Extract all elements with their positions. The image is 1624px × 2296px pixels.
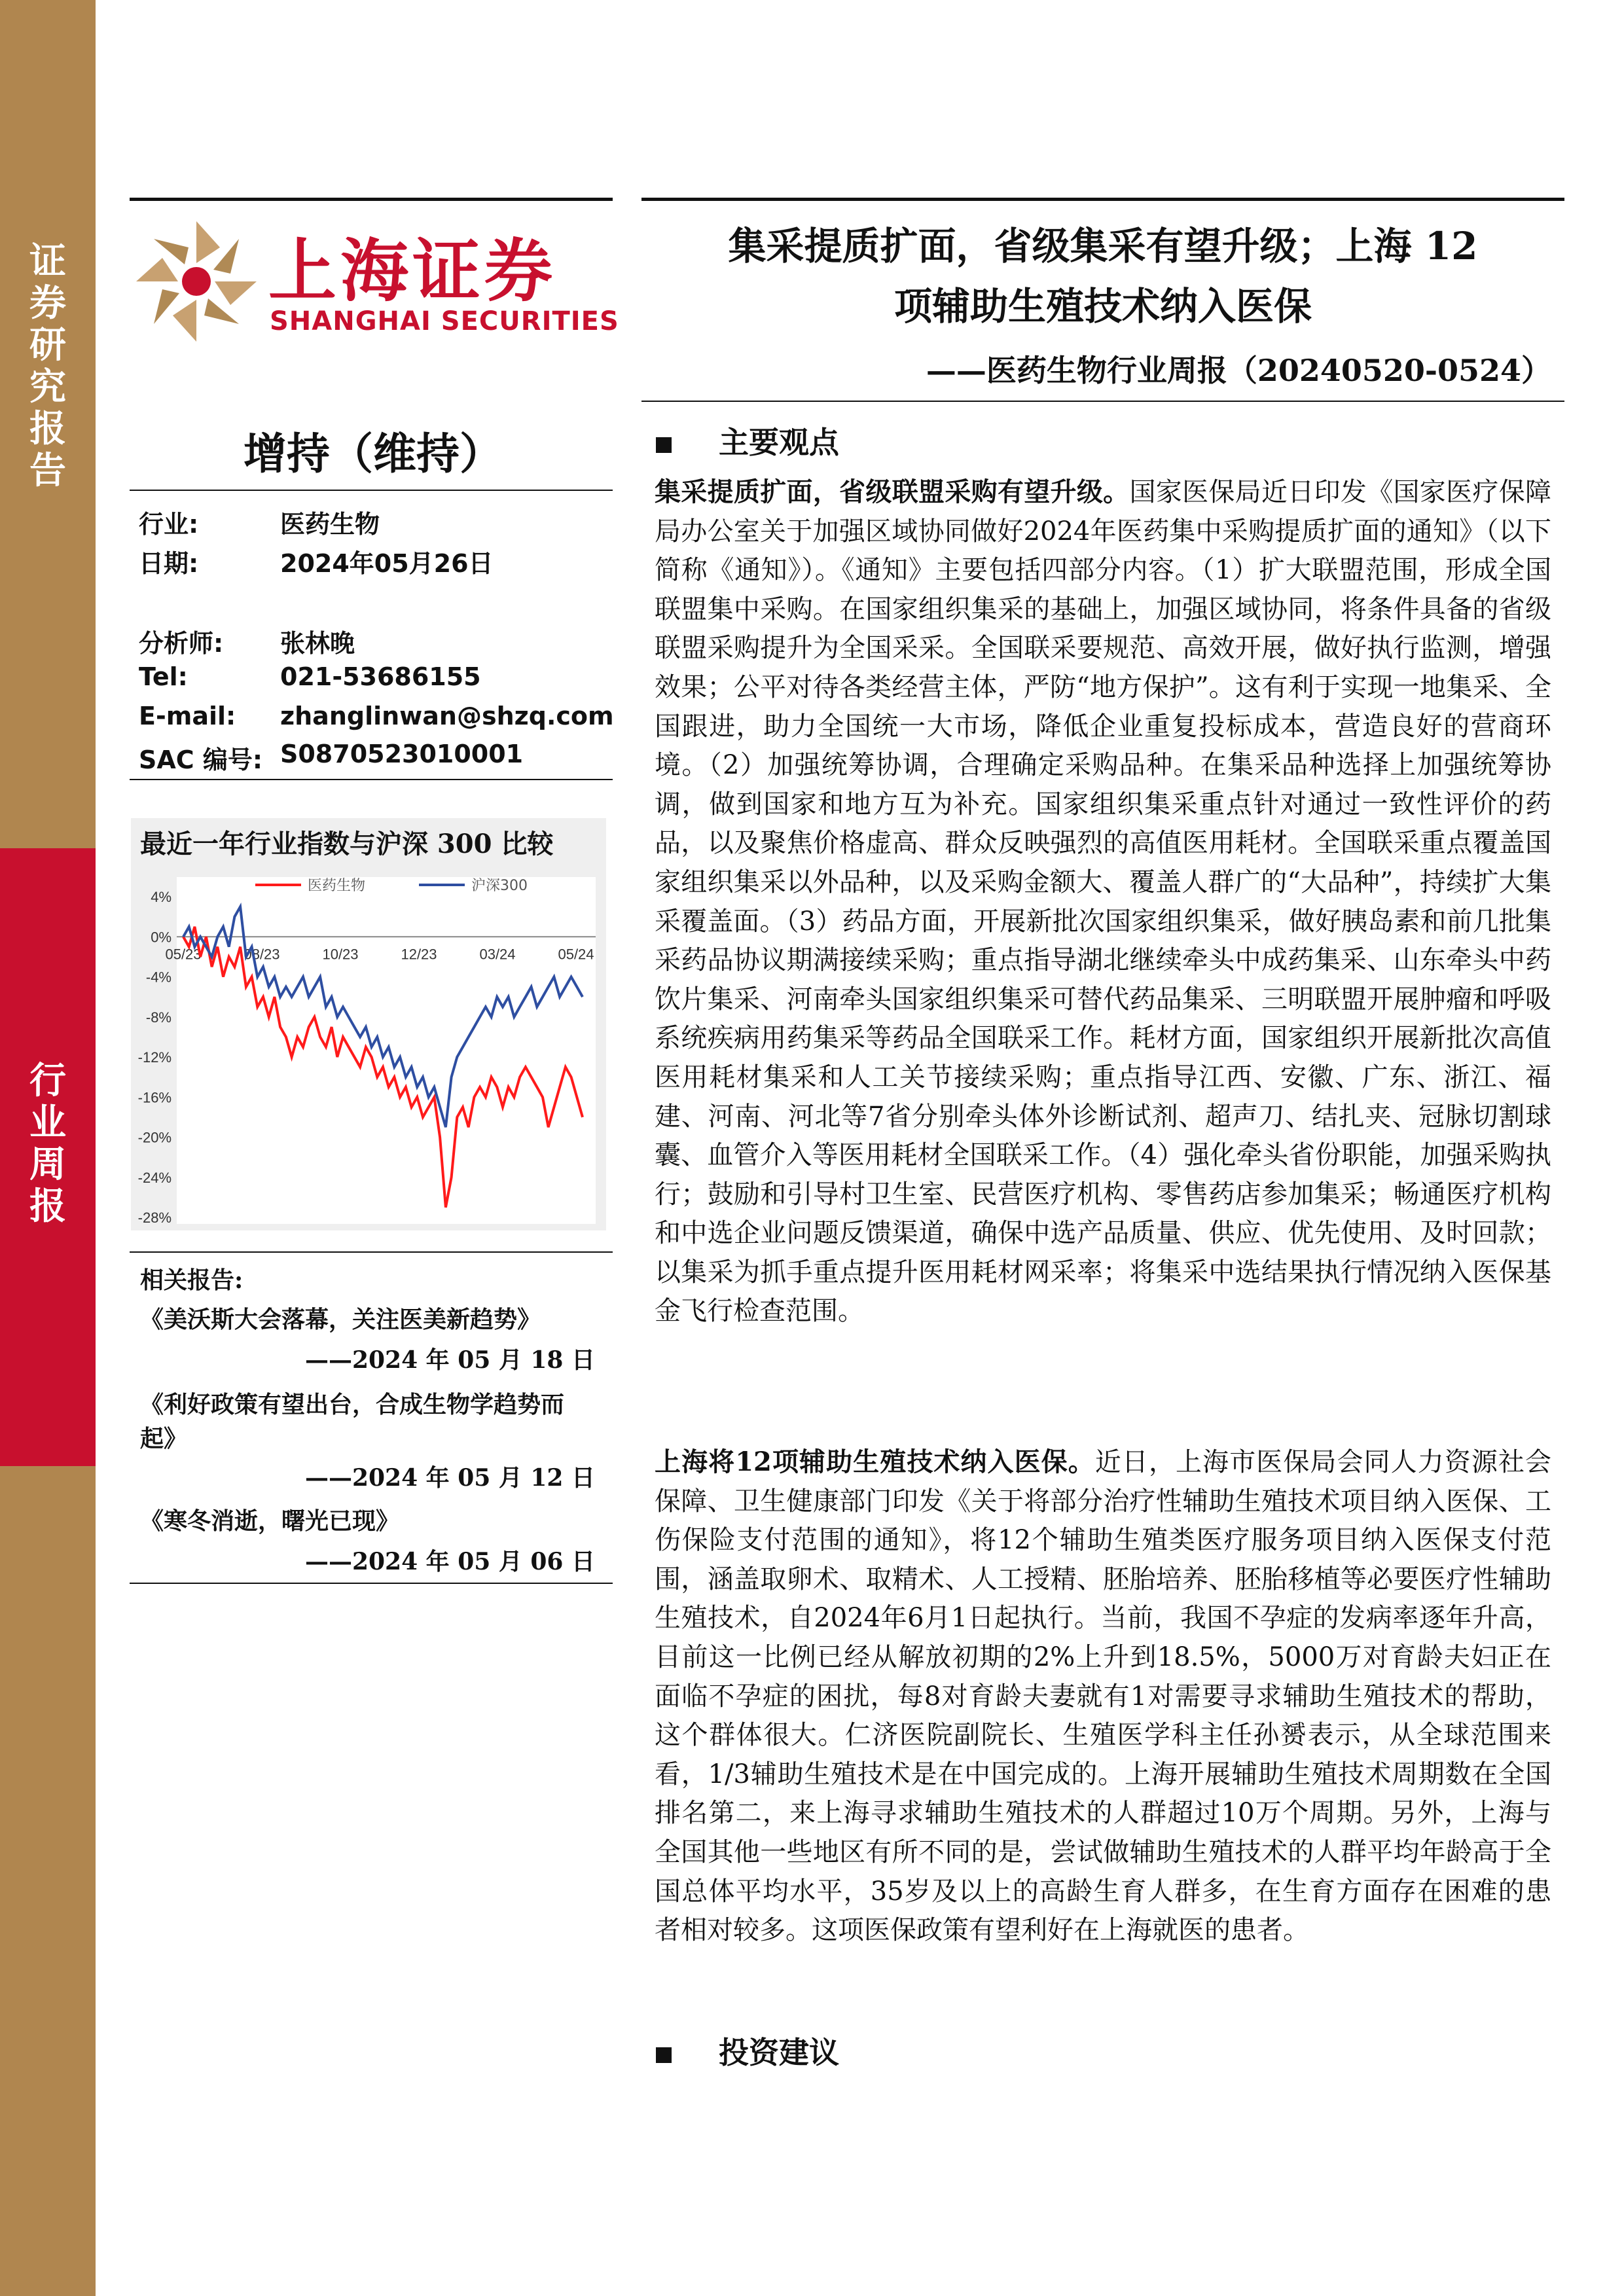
logo-chinese-name: 上海证券: [268, 231, 557, 311]
report-category-label: 行 业 周 报: [29, 1060, 66, 1228]
x-tick-label: 05/24: [558, 946, 594, 963]
bullet-square-icon: [656, 437, 672, 453]
related-item-2[interactable]: 《利好政策有望出台，合成生物学趋势而: [140, 1391, 565, 1418]
y-tick-label: 0%: [151, 929, 171, 946]
y-tick-label: 4%: [151, 889, 171, 905]
y-tick-label: -16%: [137, 1089, 171, 1106]
logo-emblem-icon: [131, 216, 262, 347]
y-tick-label: -8%: [145, 1009, 171, 1026]
legend-label-2: 沪深300: [471, 878, 528, 894]
related-label: 相关报告:: [140, 1266, 244, 1294]
title-line-2: 项辅助生殖技术纳入医保: [893, 284, 1312, 329]
x-tick-label: 03/24: [479, 946, 516, 963]
x-tick-label: 12/23: [401, 946, 437, 963]
related-item-2-date: ——2024 年 05 月 12 日: [304, 1464, 595, 1492]
y-tick-label: -12%: [137, 1049, 171, 1066]
y-tick-label: -24%: [137, 1169, 171, 1186]
related-item-3-date: ——2024 年 05 月 06 日: [304, 1548, 595, 1575]
top-rule-left: [130, 198, 613, 201]
rating: 增持（维持）: [244, 428, 503, 479]
related-item-3[interactable]: 《寒冬消逝，曙光已现》: [140, 1507, 400, 1535]
related-rule: [130, 1251, 613, 1253]
top-rule-right: [641, 198, 1564, 201]
related-item-1-date: ——2024 年 05 月 18 日: [304, 1346, 595, 1374]
title-line-1: 集采提质扩面，省级集采有望升级；上海 12: [728, 224, 1478, 268]
related-item-1[interactable]: 《美沃斯大会落幕，关注医美新趋势》: [140, 1306, 541, 1333]
logo-english-name: SHANGHAI SECURITIES: [270, 306, 619, 336]
x-tick-label: 10/23: [322, 946, 359, 963]
rating-rule: [130, 490, 613, 491]
comparison-line-chart: [131, 864, 606, 1230]
paragraph-procurement: 集采提质扩面，省级联盟采购有望升级。国家医保局近日印发《国家医疗保障局办公室关于加强区域协同做好2024年医药集中采购提质扩面的通知》（以下简称《通知》）。《通知》主要包括四部分内容。（1）扩大联盟范围，形成全国联盟集中采购。在国家组织集采的基础上，加强区域协同，将条件具备的省级联盟采购提升为全国采采。全国联采要规范、高效开展，做好执行监测，增强效果；公平对待各类经营主体，严防“地方保护”。这有利于实现一地集采、全国跟进，助力全国统一大市场，降低企业重复投标成本，营造良好的营商环境。（2）加强统筹协调，合理确定采购品种。在集采品种选择上加强统筹协调，做到国家和地方互为补充。国家组织集采重点针对通过一致性评价的药品，以及聚焦价格虚高、群众反映强烈的高值医用耗材。全国联采重点覆盖国家组织集采以外品种，以及采购金额大、覆盖人群广的“大品种”，持续扩大集采覆盖面。（3）药品方面，开展新批次国家组织集采，做好胰岛素和前几批集采药品协议期满接续采购；重点指导湖北继续牵头中成药集采、山东牵头中药饮片集采、河南牵头国家组织集采可替代药品集采、三明联盟开展肿瘤和呼吸系统疾病用药集采等药品全国联采工作。耗材方面，国家组织开展新批次高值医用耗材集采和人工关节接续采购；重点指导江西、安徽、广东、浙江、福建、河南、河北等7省分别牵头体外诊断试剂、超声刀、结扎夹、冠脉切割球囊、血管介入等医用耗材全国联采工作。（4）强化牵头省份职能，加强采购执行；鼓励和引导村卫生室、民营医疗机构、零售药店参加集采；畅通医疗机构和中选企业问题反馈渠道，确保中选产品质量、供应、优先使用、及时回款；以集采为抓手重点提升医用耗材网采率；将集采中选结果执行情况纳入医保基金飞行检查范围。: [655, 476, 1552, 1327]
section-investment-advice: 投资建议: [656, 2029, 839, 2072]
y-tick-label: -20%: [137, 1129, 171, 1146]
info-rule: [130, 779, 613, 780]
section-main-view: 主要观点: [656, 419, 839, 462]
company-logo: [131, 216, 619, 347]
x-tick-label: 08/23: [244, 946, 280, 963]
y-tick-label: -28%: [137, 1210, 171, 1226]
related-bottom-rule: [130, 1583, 613, 1584]
report-title: [648, 216, 1558, 336]
x-tick-label: 05/23: [165, 946, 202, 963]
paragraph-assisted-reproduction: 上海将12项辅助生殖技术纳入医保。近日，上海市医保局会同人力资源社会保障、卫生健康部门印发《关于将部分治疗性辅助生殖技术项目纳入医保、工伤保险支付范围的通知》，将12个辅助生殖类医疗服务项目纳入医保支付范围，涵盖取卵术、取精术、人工授精、胚胎培养、胚胎移植等必要医疗性辅助生殖技术，自2024年6月1日起执行。当前，我国不孕症的发病率逐年升高，目前这一比例已经从解放初期的2%上升到18.5%，5000万对育龄夫妇正在面临不孕症的困扰，每8对育龄夫妻就有1对需要寻求辅助生殖技术的帮助，这个群体很大。仁济医院副院长、生殖医学科主任孙赟表示，从全球范围来看，1/3辅助生殖技术是在中国完成的。上海开展辅助生殖技术周期数在全国排名第二，来上海寻求辅助生殖技术的人群超过10万个周期。另外，上海与全国其他一些地区有所不同的是，尝试做辅助生殖技术的人群平均年龄高于全国总体平均水平，35岁及以上的高龄生育人群多，在生育方面存在困难的患者相对较多。这项医保政策有望利好在上海就医的患者。: [655, 1446, 1551, 1946]
subtitle-rule: [641, 401, 1564, 402]
chart-title: 最近一年行业指数与沪深 300 比较: [140, 829, 554, 859]
y-tick-label: -4%: [145, 969, 171, 986]
report-type-label: 证 券 研 究 报 告: [29, 240, 66, 492]
report-subtitle: ——医药生物行业周报（20240520-0524）: [926, 353, 1551, 388]
bullet-square-icon: [656, 2047, 672, 2063]
related-item-2-cont[interactable]: 起》: [140, 1425, 188, 1452]
legend-label-1: 医药生物: [308, 878, 366, 894]
